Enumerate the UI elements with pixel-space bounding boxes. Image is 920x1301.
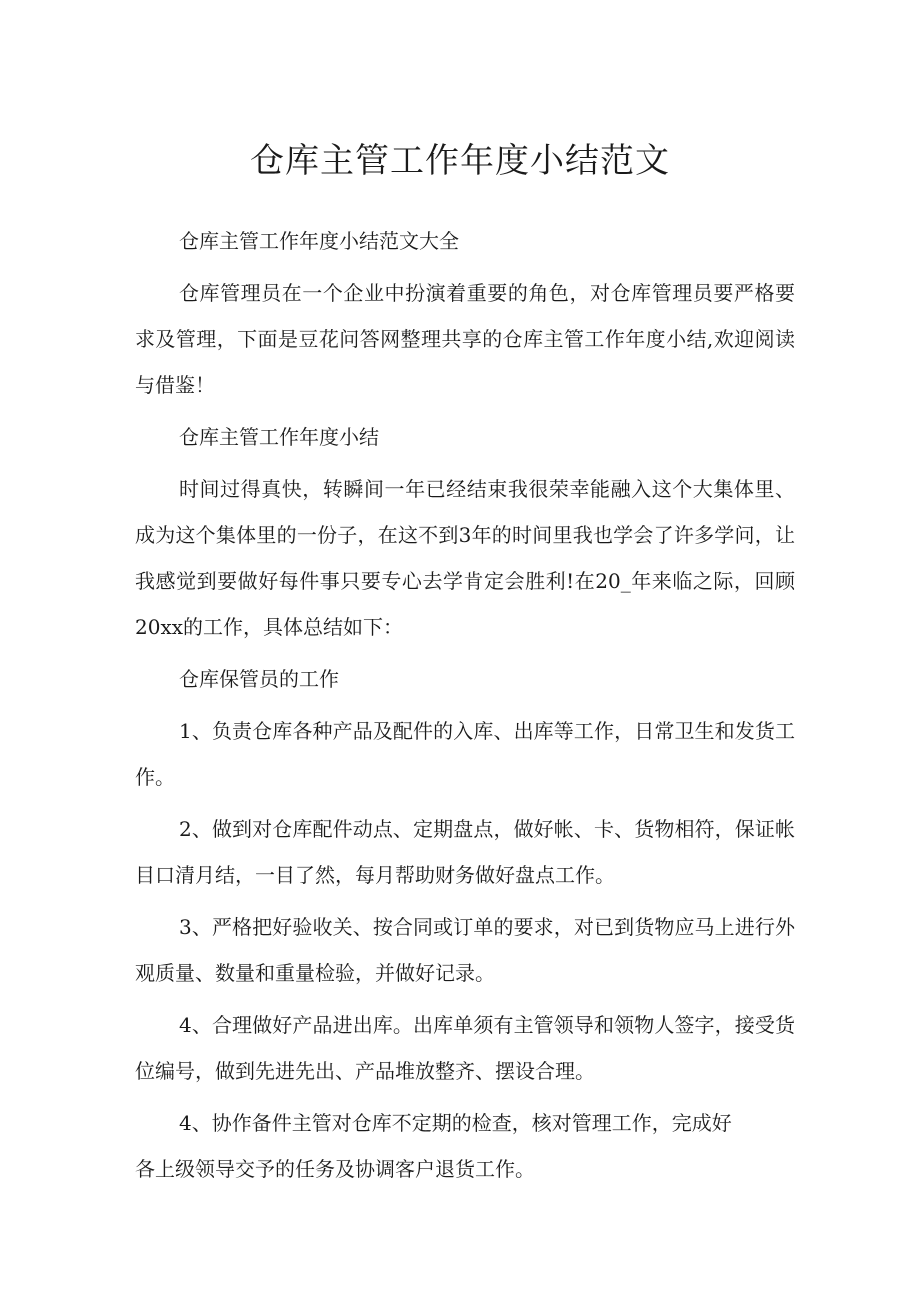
paragraph-intro: 仓库管理员在一个企业中扮演着重要的角色，对仓库管理员要严格要求及管理，下面是豆花问答网整理共享的仓库主管工作年度小结,欢迎阅读与借鉴！: [135, 281, 795, 397]
paragraph-duty-5: 4、协作备件主管对仓库不定期的检查，核对管理工作，完成好: [179, 1111, 732, 1135]
paragraph-duty-2: 2、做到对仓库配件动点、定期盘点，做好帐、卡、货物相符，保证帐目口清月结，一目了然，每月帮助财务做好盘点工作。: [135, 817, 795, 887]
paragraph-subtitle: 仓库主管工作年度小结范文大全: [179, 229, 459, 253]
paragraph-overview: 时间过得真快，转瞬间一年已经结束我很荣幸能融入这个大集体里、成为这个集体里的一份子，在这不到3年的时间里我也学会了许多学问，让我感觉到要做好每件事只要专心去学肯定会胜利!在20_年来临之际，回顾20xx的工作，具体总结如下：: [135, 477, 795, 639]
paragraph-duty-3: 3、严格把好验收关、按合同或订单的要求，对已到货物应马上进行外观质量、数量和重量检验，并做好记录。: [135, 915, 795, 985]
paragraph-duty-1: 1、负责仓库各种产品及配件的入库、出库等工作，日常卫生和发货工作。: [135, 719, 795, 789]
paragraph-section-heading: 仓库主管工作年度小结: [179, 425, 379, 449]
document-body: [135, 218, 795, 1198]
document-title: 仓库主管工作年度小结范文: [250, 141, 670, 181]
paragraph-duty-5-continued: 各上级领导交予的任务及协调客户退货工作。: [135, 1157, 535, 1181]
paragraph-duties-heading: 仓库保管员的工作: [179, 667, 339, 691]
paragraph-duty-4: 4、合理做好产品进出库。出库单须有主管领导和领物人签字，接受货位编号，做到先进先出、产品堆放整齐、摆设合理。: [135, 1013, 795, 1083]
